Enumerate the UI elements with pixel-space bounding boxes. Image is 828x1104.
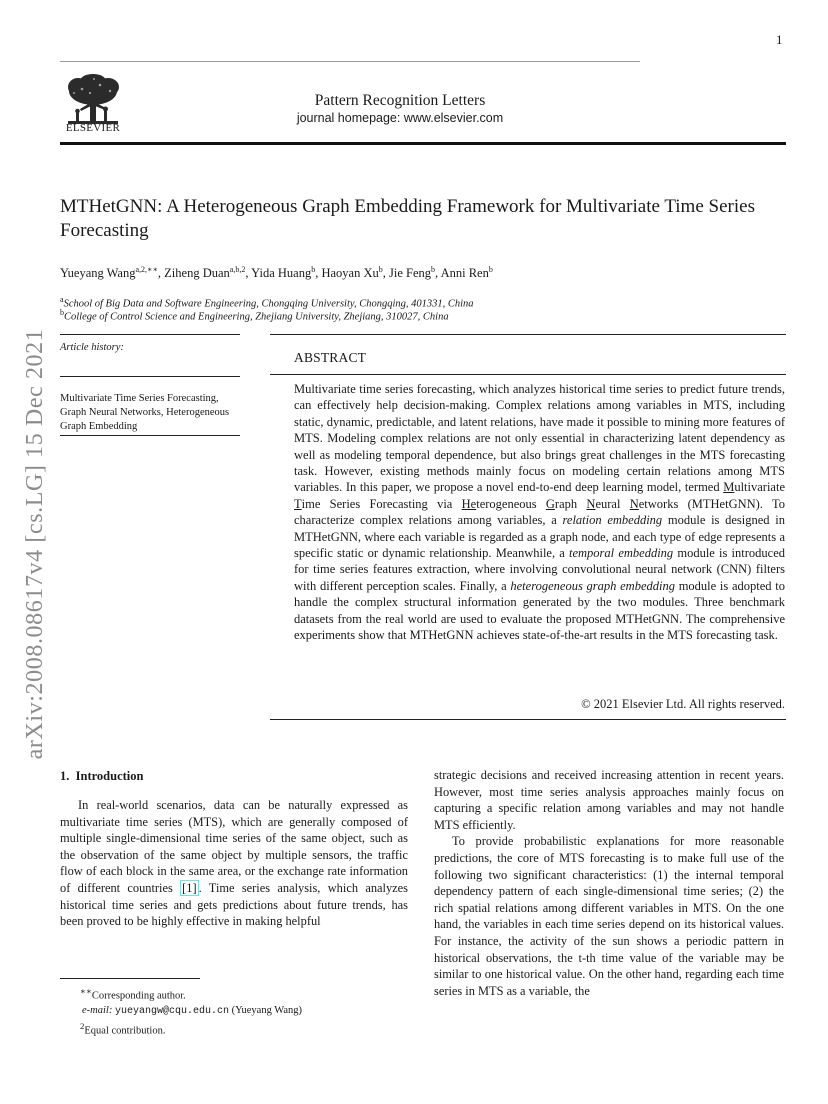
header-top-rule [60, 61, 640, 62]
author-separator: , [157, 266, 165, 281]
paragraph-text: . Time series analysis, which analyzes historical time series and gets predictions about future trends, has been proved to be highly effective in making helpful [60, 880, 408, 929]
left-column [60, 797, 408, 930]
author-affiliation-mark: a,2,∗∗ [135, 265, 158, 274]
author-name: Anni Ren [440, 266, 489, 281]
author-name: Ziheng Duan [164, 266, 230, 281]
arxiv-stamp: arXiv:2008.08617v4 [cs.LG] 15 Dec 2021 [22, 328, 48, 760]
footnote-mark: 2 [80, 1020, 85, 1031]
acronym-letter: G [545, 496, 555, 511]
author-name: Jie Feng [388, 266, 431, 281]
article-history-label: Article history: [60, 342, 124, 353]
affiliation-mark: a [60, 295, 64, 304]
section-title: Introduction [75, 769, 144, 783]
intro-paragraph: strategic decisions and received increasing attention in recent years. However, most time series analysis approaches mainly focus on capturing a specific relation among variables and may not handle MTS efficiently. [434, 768, 784, 832]
section-heading [60, 769, 408, 784]
affiliation-text: School of Big Data and Software Engineering, Chongqing University, Chongqing, 401331, China [63, 298, 474, 310]
author-affiliation-mark: b [488, 265, 493, 274]
author-separator: , [382, 266, 389, 281]
acronym-letter: He [461, 496, 477, 511]
paragraph-text: In real-world scenarios, data can be naturally expressed as multivariate time series (MTS), which are generally composed of multiple single-dimensional time series of the same object, such as the observation of the same object by multiple sensors, the traffic flow of each block in the same area, or the exchange rate information of different countries [60, 798, 408, 895]
footnote-corresponding [60, 984, 408, 1004]
author-affiliation-mark: a,b,2 [229, 265, 246, 274]
footnotes [60, 984, 408, 1038]
intro-paragraph [60, 797, 408, 930]
footnote-email [60, 1004, 408, 1019]
footnote-equal [60, 1019, 408, 1039]
footnote-text: Corresponding author. [91, 990, 186, 1002]
abstract-text: module is designed in MTHetGNN, where each variable is regarded as a graph node, and each type of edge represents a specific static or dynamic relationship. Meanwhile, a [294, 513, 785, 561]
acronym-rest: ime Series Forecasting via [301, 496, 462, 511]
sidebar-rule-bottom [60, 435, 240, 436]
header-bottom-rule [60, 142, 786, 145]
footnote-text: Equal contribution. [84, 1025, 166, 1036]
author-separator: , [245, 266, 252, 281]
abstract-text: module is introduced for time series features extraction, where involving convolutional neural network (CNN) filters with different perception scales. Finally, a [294, 546, 785, 593]
acronym-letter: N [629, 496, 639, 511]
email-label: e-mail: [82, 1004, 113, 1016]
paper-title: MTHetGNN: A Heterogeneous Graph Embedding Framework for Multivariate Time Series Forecasting [60, 196, 755, 241]
intro-paragraph: To provide probabilistic explanations for more reasonable predictions, the core of MTS forecasting is to make full use of the following two significant characteristics: (1) the internal temporal dependency pattern of each single-dimensional time series; (2) the rich spatial relations among different variables in MTS. On the one hand, the variables in each time series depend on its historical values. For instance, the activity of the sun shows a periodic pattern in historical observations, the t-th time value of the variable may be similar to one historical value. On the other hand, regarding each time series in MTS as a variable, the [434, 834, 784, 998]
footnote-rule [60, 978, 200, 979]
abstract-emphasis: temporal embedding [569, 546, 674, 561]
abstract-text: Multivariate time series forecasting, which analyzes historical time series to predict future trends, can effectively help decision-making. Complex relations among variables in MTS, including static, dynamic, predictable, and latent relations, have made it possible to mining more features of MTS. Modeling complex relations are not only essential in characterizing latent dependency as well as modeling temporal dependence, but also brings great challenges in the MTS forecasting task. However, existing methods mainly focus on modeling certain relations among MTS variables. In this paper, we propose a novel end-to-end deep learning model, termed [294, 382, 785, 495]
author-name: Haoyan Xu [321, 266, 379, 281]
keywords: Multivariate Time Series Forecasting, Graph Neural Networks, Heterogeneous Graph Embedding [60, 393, 230, 432]
abstract-rule-bottom [270, 719, 786, 720]
abstract-emphasis: relation embedding [562, 513, 663, 528]
abstract-text: module is adopted to handle the complex structural information generated by the two modules. Three benchmark datasets from the real world are used to evaluate the proposed MTHetGNN. The comprehensive experiments show that MTHetGNN achieves state-of-the-art results in the MTS forecasting task. [294, 578, 785, 643]
author-name: Yida Huang [251, 266, 312, 281]
author-list [60, 265, 493, 281]
abstract-rule-top [270, 334, 786, 335]
acronym-rest: ultivariate [734, 480, 785, 495]
right-column [434, 767, 784, 999]
abstract-rule-mid [270, 374, 786, 375]
acronym-rest: etworks [638, 496, 679, 511]
acronym-letter: M [723, 480, 735, 495]
page-number: 1 [776, 32, 783, 47]
abstract-text: (MTHetGNN). To characterize complex relations among variables, a [294, 496, 785, 528]
abstract-heading: ABSTRACT [294, 350, 367, 365]
affiliation-mark: b [60, 308, 64, 317]
copyright-notice: © 2021 Elsevier Ltd. All rights reserved. [581, 697, 785, 711]
author-separator: , [315, 266, 322, 281]
journal-homepage[interactable]: journal homepage: www.elsevier.com [296, 111, 504, 125]
author-affiliation-mark: b [431, 265, 435, 274]
affiliation-b [60, 308, 449, 323]
acronym-letter: N [586, 496, 596, 511]
author-name: Yueyang Wang [60, 266, 136, 281]
journal-name: Pattern Recognition Letters [314, 92, 486, 109]
abstract-body [294, 381, 785, 644]
abstract-emphasis: heterogeneous graph embedding [510, 578, 675, 593]
acronym-rest: eural [595, 496, 630, 511]
footnote-mark: ∗∗ [80, 986, 92, 996]
author-separator: , [435, 266, 441, 281]
citation-link[interactable]: [1] [182, 880, 197, 895]
publisher-logo-text: ELSEVIER [65, 122, 121, 134]
section-number: 1. [60, 769, 70, 783]
acronym-rest: terogeneous [476, 496, 546, 511]
author-affiliation-mark: b [378, 265, 383, 274]
acronym-letter: T [294, 496, 302, 511]
email-address[interactable]: yueyangw@cqu.edu.cn [114, 1005, 229, 1017]
author-affiliation-mark: b [311, 265, 316, 274]
sidebar-rule-top [60, 334, 240, 335]
acronym-rest: raph [554, 496, 587, 511]
email-owner: (Yueyang Wang) [231, 1004, 303, 1016]
sidebar-rule-mid [60, 376, 240, 377]
affiliation-text: College of Control Science and Engineering, Zhejiang University, Zhejiang, 310027, China [64, 311, 449, 323]
